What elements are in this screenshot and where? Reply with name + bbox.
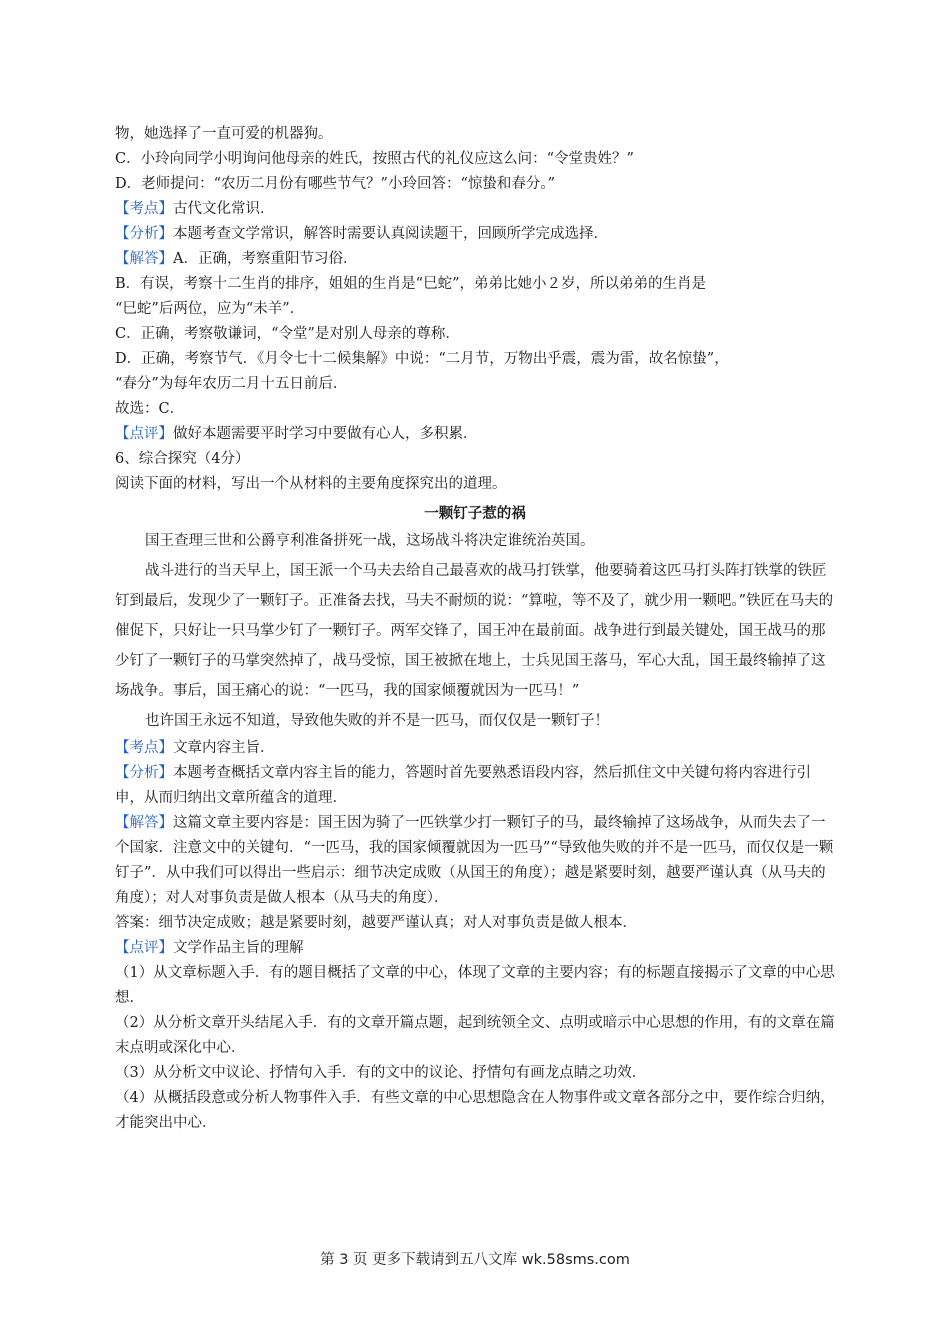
jieda-q6 <box>115 811 835 911</box>
dianping-q6 <box>115 936 835 961</box>
tip-1: （1）从文章标题入手．有的题目概括了文章的中心，体现了文章的主要内容；有的标题直接揭示了文章的中心思想． <box>115 965 835 1006</box>
fenxi-q5 <box>115 222 835 247</box>
answer-d-line1: D．正确，考察节气．《月令七十二候集解》中说：“二月节，万物出乎震，震为雷，故名惊蛰”， <box>115 351 729 367</box>
jieda-q5 <box>115 247 835 272</box>
kaodian-tag: 【考点】 <box>115 201 173 217</box>
dianping-tag: 【点评】 <box>115 426 173 442</box>
kaodian-text: 古代文化常识． <box>173 201 275 217</box>
jieda-tag: 【解答】 <box>115 251 173 267</box>
jieda-tag: 【解答】 <box>115 815 173 831</box>
jieda-text: 这篇文章主要内容是：国王因为骑了一匹铁掌少打一颗钉子的马，最终输掉了这场战争，从而失去了一个国家．注意文中的关键句．“一匹马，我的国家倾覆就因为一匹马”“导致他失败的并不是一匹马，而仅仅是一颗钉子”．从中我们可以得出一些启示：细节决定成败（从国王的角度）；越是紧要时刻，越要严谨认真（从马夫的角度）；对人对事负责是做人根本（从马夫的角度）． <box>115 815 834 906</box>
fenxi-tag: 【分析】 <box>115 226 173 242</box>
dianping-q5 <box>115 422 835 447</box>
story-paragraph-1: 国王查理三世和公爵亨利准备拼死一战，这场战斗将决定谁统治英国。 <box>145 533 595 549</box>
story-title: 一颗钉子惹的祸 <box>424 505 526 522</box>
story-paragraph-2: 战斗进行的当天早上，国王派一个马夫去给自己最喜欢的战马打铁掌，他要骑着这匹马打头阵打铁掌的铁匠钉到最后，发现少了一颗钉子。正准备去找，马夫不耐烦的说：“算啦，等不及了，就少用一颗吧。”铁匠在马夫的催促下，只好让一只马掌少钉了一颗钉子。两军交锋了，国王冲在最前面。战争进行到最关键处，国王战马的那少钉了一颗钉子的马掌突然掉了，战马受惊，国王被掀在地上，士兵见国王落马，军心大乱，国王最终输掉了这场战争。事后，国王痛心的说：“一匹马，我的国家倾覆就因为一匹马！” <box>115 563 834 699</box>
answer-b-line1: B．有误，考察十二生肖的排序，姐姐的生肖是“巳蛇”，弟弟比她小２岁，所以弟弟的生肖是 <box>115 276 706 292</box>
dianping-text: 做好本题需要平时学习中要做有心人，多积累． <box>173 426 478 442</box>
option-c: C．小玲向同学小明询问他母亲的姓氏，按照古代的礼仪应这么问：“令堂贵姓？” <box>115 151 634 167</box>
document-body <box>115 122 835 1136</box>
answer-c: C．正确，考察敬谦词，“令堂”是对别人母亲的尊称． <box>115 326 460 342</box>
text-line: 物，她选择了一直可爱的机器狗。 <box>115 126 333 142</box>
tip-3: （3）从分析文中议论、抒情句入手．有的文中的议论、抒情句有画龙点睛之功效． <box>115 1065 647 1081</box>
dianping-tag: 【点评】 <box>115 940 173 956</box>
final-answer-q6: 答案：细节决定成败；越是紧要时刻，越要严谨认真；对人对事负责是做人根本． <box>115 915 637 931</box>
answer-b-line2: “巳蛇”后两位，应为“未羊”． <box>115 301 305 317</box>
fenxi-tag: 【分析】 <box>115 765 173 781</box>
tip-2: （2）从分析文章开头结尾入手．有的文章开篇点题，起到统领全文、点明或暗示中心思想的作用，有的文章在篇末点明或深化中心． <box>115 1015 835 1056</box>
kaodian-q5 <box>115 197 835 222</box>
fenxi-text: 本题考查文学常识，解答时需要认真阅读题干，回顾所学完成选择． <box>173 226 608 242</box>
dianping-text: 文学作品主旨的理解 <box>173 940 304 956</box>
option-d: D．老师提问：“农历二月份有哪些节气？”小玲回答：“惊蛰和春分。” <box>115 176 556 192</box>
kaodian-tag: 【考点】 <box>115 740 173 756</box>
story-paragraph-3: 也许国王永远不知道，导致他失败的并不是一匹马，而仅仅是一颗钉子！ <box>145 713 609 729</box>
fenxi-q6 <box>115 761 835 811</box>
jieda-text: A．正确，考察重阳节习俗． <box>173 251 358 267</box>
kaodian-q6 <box>115 736 835 761</box>
page-footer: 第 3 页 更多下载请到五八文库 wk.58sms.com <box>320 1252 630 1268</box>
answer-d-line2: “春分”为每年农历二月十五日前后． <box>115 376 348 392</box>
fenxi-text: 本题考查概括文章内容主旨的能力，答题时首先要熟悉语段内容，然后抓住文中关键句将内容进行引申，从而归纳出文章所蕴含的道理． <box>115 765 811 806</box>
tip-4: （4）从概括段意或分析人物事件入手．有些文章的中心思想隐含在人物事件或文章各部分之中，要作综合归纳，才能突出中心． <box>115 1090 835 1131</box>
question-6-instruction: 阅读下面的材料，写出一个从材料的主要角度探究出的道理。 <box>115 476 507 492</box>
question-6-heading: 6、综合探究（4分） <box>115 451 250 467</box>
kaodian-text: 文章内容主旨． <box>173 740 275 756</box>
final-answer-q5: 故选：C． <box>115 401 185 417</box>
